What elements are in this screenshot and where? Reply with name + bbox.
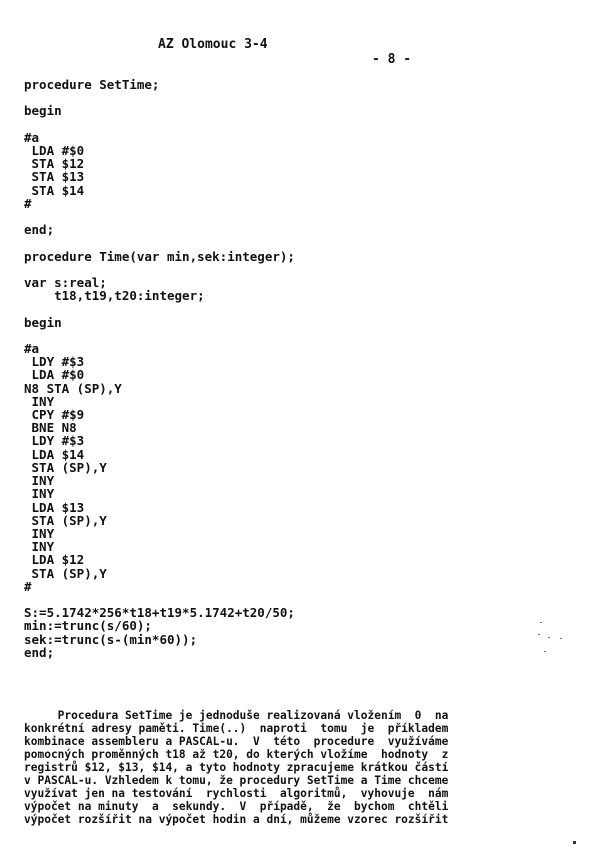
- code-line: #a: [24, 129, 40, 145]
- code-line: procedure SetTime;: [24, 77, 160, 92]
- code-line: procedure Time(var min,sek:integer);: [24, 248, 295, 264]
- code-line: STA $12: [24, 156, 85, 172]
- scan-speck: [544, 651, 546, 652]
- code-line: end;: [24, 222, 55, 238]
- header-title: AZ Olomouc 3-4: [158, 37, 268, 52]
- code-line: LDA $12: [24, 552, 85, 568]
- paragraph-line: pomocných proměnných t18 až t20, do kterých vložíme hodnoty z: [24, 748, 449, 761]
- code-listing: [24, 78, 584, 659]
- code-line: STA $14: [24, 182, 85, 198]
- code-line: #: [24, 195, 32, 211]
- scan-speck: [560, 638, 562, 639]
- scan-speck: [548, 637, 550, 638]
- code-line: t18,t19,t20:integer;: [24, 288, 205, 304]
- code-line: min:=trunc(s/60);: [24, 618, 152, 634]
- code-line: LDA #$0: [24, 143, 85, 159]
- code-line: INY: [24, 539, 55, 555]
- code-line: STA (SP),Y: [24, 512, 107, 528]
- paragraph-line: využívat jen na testování rychlosti algoritmů, vyhovuje nám: [24, 787, 449, 800]
- code-line: LDY #$3: [24, 433, 85, 449]
- page-number: - 8 -: [372, 52, 412, 67]
- code-line: LDY #$3: [24, 354, 85, 370]
- scan-speck: [538, 634, 540, 635]
- code-line: STA (SP),Y: [24, 459, 107, 475]
- paragraph-line: v PASCAL-u. Vzhledem k tomu, že procedury SetTime a Time chceme: [24, 774, 449, 787]
- code-line: INY: [24, 473, 55, 489]
- code-line: S:=5.1742*256*t18+t19*5.1742+t20/50;: [24, 605, 295, 621]
- code-line: sek:=trunc(s-(min*60));: [24, 631, 198, 647]
- paragraph-line: kombinace assembleru a PASCAL-u. V této procedure využíváme: [24, 735, 449, 748]
- code-line: INY: [24, 393, 55, 409]
- code-line: #a: [24, 341, 40, 357]
- code-line: begin: [24, 314, 62, 330]
- scan-speck: [573, 841, 576, 844]
- paragraph-line: výpočet na minuty a sekundy. V případě, že bychom chtěli: [24, 800, 449, 813]
- code-line: BNE N8: [24, 420, 77, 436]
- code-line: STA (SP),Y: [24, 565, 107, 581]
- body-paragraph: [24, 709, 556, 826]
- paragraph-line: výpočet rozšířit na výpočet hodin a dní, můžeme vzorec rozšířit: [24, 813, 449, 826]
- code-line: INY: [24, 486, 55, 502]
- code-line: INY: [24, 525, 55, 541]
- page-header: [0, 22, 600, 67]
- code-line: var s:real;: [24, 275, 107, 291]
- code-line: begin: [24, 103, 62, 119]
- paragraph-line: konkrétní adresy paměti. Time(..) naproti tomu je příkladem: [24, 722, 449, 735]
- paragraph-line: registrů $12, $13, $14, a tyto hodnoty zpracujeme krátkou částí: [24, 761, 449, 774]
- code-line: LDA #$0: [24, 367, 85, 383]
- paragraph-line: Procedura SetTime je jednoduše realizovaná vložením 0 na: [24, 709, 449, 722]
- code-line: CPY #$9: [24, 407, 85, 423]
- scan-speck: [540, 622, 542, 623]
- code-line: LDA $14: [24, 446, 85, 462]
- code-line: STA $13: [24, 169, 85, 185]
- code-line: #: [24, 578, 32, 594]
- code-line: end;: [24, 644, 55, 660]
- code-line: LDA $13: [24, 499, 85, 515]
- code-line: N8 STA (SP),Y: [24, 380, 122, 396]
